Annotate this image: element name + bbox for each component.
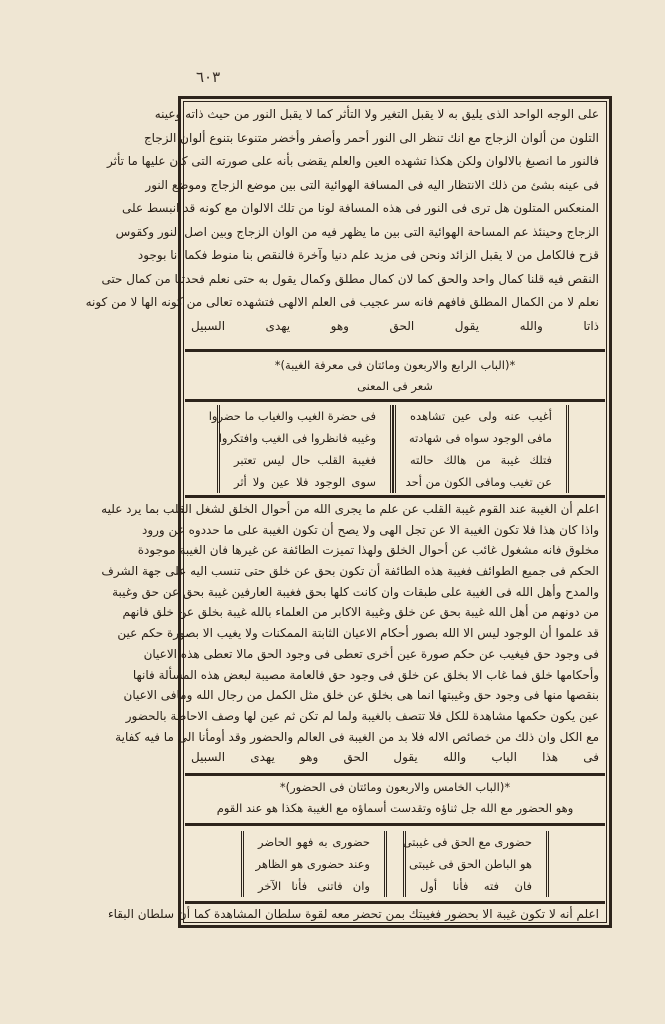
page-frame (85, 96, 612, 928)
divider (185, 773, 605, 776)
text-line: من دونهم من أهل الله غيبة بحق عن خلق وغيبة الاكابر من العلماء بالله غيبة بخلق عن خلق فانهم (122, 605, 599, 620)
text-line: نعلم لا من الكمال المطلق فافهم فانه سر عجيب فى العلم الالهى فتشهده تعالى من كونه الها لا من كونه (85, 295, 599, 309)
text-line: واذا كان هذا فلا تكون الغيبة الا عن تجل الهى ولا يصح أن تكون الغيبة على ما حددوه عن ورود (141, 522, 599, 537)
chapter-title: *(الباب الرابع والاربعون ومائتان فى معرفة الغيبة)* (274, 358, 516, 372)
chapter-title: *(الباب الخامس والاربعون ومائتان فى الحضور)* (279, 780, 511, 794)
poem-verse: حضورى مع الحق فى غيبتى (402, 835, 532, 849)
chapter-subtitle: شعر فى المعنى (357, 379, 433, 393)
poem-column-right (393, 405, 569, 493)
text-line: التلون من ألوان الزجاج مع انك تنظر الى النور أحمر وأصفر وأخضر متنوعا بتنوع ألوان الزجاج (143, 130, 599, 145)
poem-verse: فتلك غيبة من هالك حالته (410, 453, 552, 467)
text-line: والمدح وأهل الله فى الغيبة على طبقات وان كانت كلها بحق فغيبة العارفين غيبة بحق عن حق وغيبة (112, 584, 599, 599)
poem-verse: عن تغيب ومافى الكون من أحد (405, 475, 552, 489)
divider (185, 495, 605, 498)
text-line: على الوجه الواحد الذى يليق به لا يقبل التغير ولا التأثر كما لا يقبل النور من حيث ذاته وعينه (154, 107, 599, 121)
poem-verse: وعند حضورى هو الظاهر (255, 857, 370, 871)
text-line: فالنور ما انصبغ بالالوان ولكن هكذا تشهده العين والعلم يقضى بأنه على صورته التى كان عليها ما تأثر (106, 154, 599, 168)
poem-column-left (241, 831, 387, 897)
poem-column-left (208, 405, 393, 493)
text-line: ذاتا والله يقول الحق وهو يهدى السبيل (191, 318, 599, 333)
poem-verse: حضورى به فهو الحاضر (258, 835, 370, 849)
text-line: النقص فيه قلنا كمال واحد والحق كما لان كمال مطلق وكمال يقول به حتى نعلم فحدثنا من كمال حتى (101, 271, 599, 286)
divider (185, 399, 605, 402)
poem-verse: هو الباطن الحق فى غيبتى (408, 857, 532, 871)
text-line: قد علموا أن الوجود ليس الا الله بصور أحكام الاعيان الثابتة الممكنات ولا يغيب الا بصورة حكم عين (117, 626, 599, 641)
poem-verse: وان فاتنى فأنا الآخر (258, 879, 370, 893)
text-line: اعلم أنه لا تكون غيبة الا بحضور فغيبتك بمن تحضر معه لقوة سلطان المشاهدة كما أن سلطان البقاء (107, 907, 599, 921)
poem-verse: وغيبه فانظروا فى الغيب وافتكروا (218, 431, 376, 445)
poem-verse: سوى الوجود فلا عين ولا أثر (234, 475, 376, 489)
text-line: مخلوق فانه مشغول غائب عن أحوال الخلق ولهذا تميزت الطائفة عن غيرها فان الغيبة موجودة (137, 543, 599, 558)
chapter-244-heading (187, 355, 603, 397)
text-line: الحكم فى جميع الطوائف فغيبة هذه الطائفة أن تكون بحق عن خلق حتى تنسب اليه على جهة الشرف (101, 564, 599, 579)
text-block-1 (85, 103, 603, 338)
poem-verse: فغيبة القلب حال ليس تعتبر (234, 453, 376, 467)
poem-verse: فى حضرة الغيب والغياب ما حضروا (208, 409, 376, 423)
poem-245 (241, 831, 549, 897)
poem-verse: مافى الوجود سواه فى شهادته (409, 431, 552, 445)
text-line: فى هذا الباب والله يقول الحق وهو يهدى السبيل (191, 750, 599, 765)
text-line: فى عينه بشئ من ذلك الانتظار اليه فى المسافة الهوائية التى بين موضع الزجاج وموضع النور (145, 177, 599, 192)
poem-verse: فان فته فأنا أول (420, 879, 532, 893)
text-block-3 (107, 903, 603, 927)
text-line: بنقصها منها فى وجود حق وغيبتها انما هى بخلق عن خلق مثل الكمل من رجال الله ومافى الاعيان (123, 688, 599, 703)
text-line: قزح فالكامل من لا يقبل الزائد ونحن فى مزيد علم دنيا وآخرة فالنقص بنا منوط فكما انا بوجود (137, 248, 599, 262)
poem-verse: أغيب عنه ولى عين تشاهده (410, 409, 552, 423)
text-block-2 (101, 499, 603, 768)
text-line: وأحكامها خلق فما غاب الا بخلق عن خلق فى وجود حق فالعامة مصيبة لبعض هذه المسألة فانها (132, 667, 599, 682)
text-line: عين يكون حكمها مشاهدة للكل فلا تتصف بالغيبة ولما لم تكن ثم عين لها وصف الاحاطة بالحضور (125, 708, 599, 723)
chapter-subtitle: وهو الحضور مع الله جل ثناؤه وتقدست أسماؤه مع الغيبة هكذا هو عند القوم (216, 801, 574, 815)
text-line: فى وجود حق فيغيب عن حكم صورة عين أخرى تعطى فى وجود الحق مالا تعطى هذه الاعيان (143, 646, 599, 661)
chapter-245-heading (187, 777, 603, 819)
text-line: اعلم أن الغيبة عند القوم غيبة القلب عن علم ما يجرى الله من أحوال الخلق لشغل القلب بما يرد عليه (101, 502, 599, 516)
poem-column-right (403, 831, 549, 897)
text-line: الزجاج وحينئذ عم المساحة الهوائية التى بين ما يظهر فيه من الوان الزجاج وبين اصل النور وكقوس (115, 224, 599, 239)
text-line: مع الكل وان ذلك من خصائص الاله فلا بد من الغيبة فى العالم والحضور وقد أومأنا الى ما فيه كفاية (115, 729, 599, 744)
text-line: المنعكس المتلون هل ترى فى النور فى هذه المسافة لونا من تلك الالوان مع كونه قد انبسط على (122, 201, 599, 215)
divider (185, 349, 605, 352)
page-number: ٦٠٣ (196, 68, 221, 86)
divider (185, 823, 605, 826)
poem-244 (208, 405, 569, 493)
